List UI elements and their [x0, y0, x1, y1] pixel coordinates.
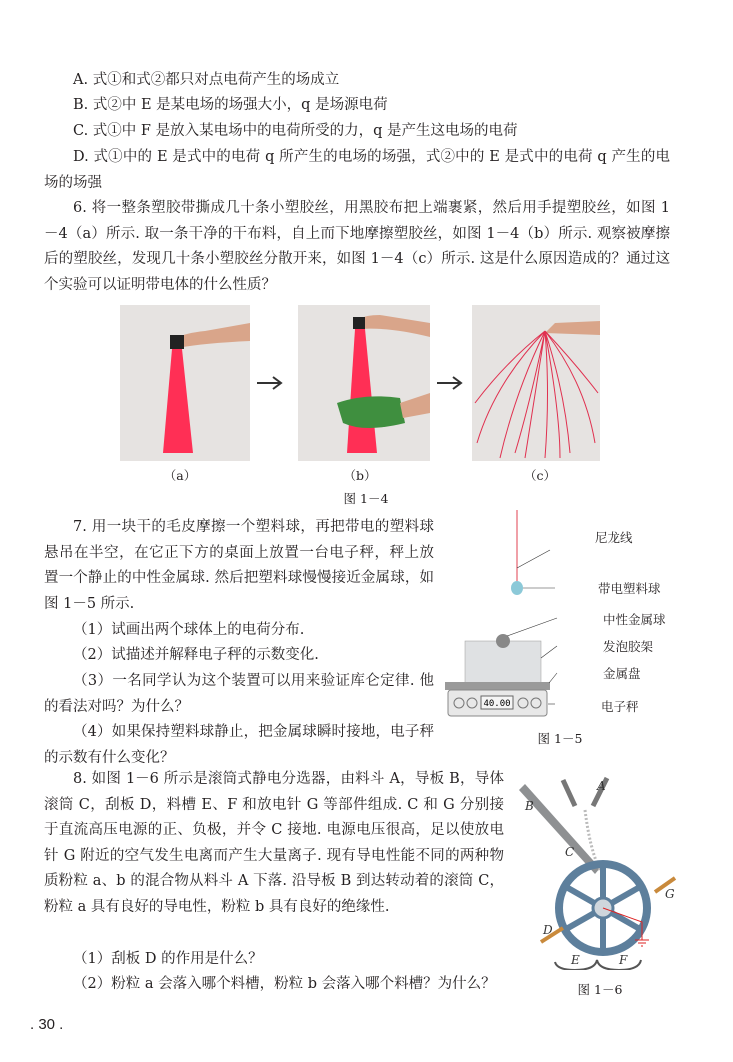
- figure-1-5: [445, 508, 605, 723]
- label-D: D: [543, 923, 553, 937]
- fig-1-5-caption: 图 1－5: [537, 731, 583, 746]
- q7-sub-1: （1）试画出两个球体上的电荷分布.: [73, 622, 305, 638]
- label-foam-stand: 发泡胶架: [603, 639, 654, 654]
- option-b: B. 式②中 E 是某电场的场强大小，q 是场源电荷: [73, 97, 388, 113]
- arrow-icon: [437, 377, 461, 389]
- q8-sub-2: （2）粉粒 a 会落入哪个料槽，粉粒 b 会落入哪个料槽？为什么？: [73, 976, 496, 992]
- q7-sub-2: （2）试描述并解释电子秤的示数变化.: [73, 647, 319, 663]
- question-7: 7. 用一块干的毛皮摩擦一个塑料球，再把带电的塑料球悬吊在半空，在它正下方的桌面上放置一台电子秤，秤上放置一个静止的中性金属球. 然后把塑料球慢慢接近金属球，如图 1－5 所示.: [44, 519, 434, 612]
- fig-1-6-caption: 图 1－6: [577, 982, 623, 997]
- photo-a: [120, 305, 250, 461]
- option-c: C. 式①中 F 是放入某电场中的电荷所受的力，q 是产生这电场的电荷: [73, 123, 518, 139]
- q8-sub-1: （1）刮板 D 的作用是什么？: [73, 951, 263, 967]
- label-F: F: [619, 953, 628, 967]
- option-d: D. 式①中的 E 是式中的电荷 q 所产生的电场的场强，式②中的 E 是式中的电荷 q 产生的电场的场强: [44, 149, 670, 191]
- question-8: 8. 如图 1－6 所示是滚筒式静电分选器，由料斗 A，导板 B，导体滚筒 C，刮板 D，料槽 E、F 和放电针 G 等部件组成. C 和 G 分别接于直流高压电源的正、负极，并令 C 接地. 电源电压很高，足以使放电针 G 附近的空气发生电离而产生大量离子. 现有导电性能不同的两种物质粉粒 a、b 的混合物从料斗 A 下落. 沿导板 B 到达转动着的滚筒 C，粉粒 a 具有良好的导电性，粉粒 b 具有良好的绝缘性.: [44, 771, 504, 915]
- fig-1-4a-label: （a）: [163, 468, 197, 483]
- fig-1-4c-label: （c）: [523, 468, 556, 483]
- label-G: G: [665, 887, 675, 901]
- label-neutral-metal-ball: 中性金属球: [603, 612, 666, 627]
- question-6: 6. 将一整条塑胶带撕成几十条小塑胶丝，用黑胶布把上端裹紧，然后用手提塑胶丝，如图 1－4（a）所示. 取一条干净的干布料，自上而下地摩擦塑胶丝，如图 1－4（b）所示. 观察被摩擦后的塑胶丝，发现几十条小塑胶丝分散开来，如图 1－4（c）所示. 这是什么原因造成的？通过这个实验可以证明带电体的什么性质？: [44, 200, 670, 293]
- scale-display: 40.00: [483, 699, 511, 709]
- fig-1-4b-label: （b）: [343, 468, 377, 483]
- page-number: . 30 .: [30, 1016, 64, 1033]
- label-nylon-thread: 尼龙线: [595, 530, 633, 545]
- fig-1-4-caption: 图 1－4: [343, 491, 389, 506]
- option-a: A. 式①和式②都只对点电荷产生的场成立: [73, 72, 340, 88]
- label-B: B: [525, 799, 534, 813]
- figure-1-4: [115, 303, 605, 463]
- label-A: A: [597, 779, 606, 793]
- photo-b: [298, 305, 430, 461]
- label-electronic-scale: 电子秤: [601, 699, 639, 714]
- label-charged-plastic-ball: 带电塑料球: [598, 581, 661, 596]
- q7-sub-3: （3）一名同学认为这个装置可以用来验证库仑定律. 他的看法对吗？为什么？: [44, 673, 434, 715]
- figure-1-6: [515, 770, 695, 970]
- label-E: E: [571, 953, 580, 967]
- arrow-icon: [257, 377, 281, 389]
- q7-sub-4: （4）如果保持塑料球静止，把金属球瞬时接地，电子秤的示数有什么变化？: [44, 724, 434, 766]
- photo-c: [472, 305, 600, 461]
- label-metal-plate: 金属盘: [603, 666, 641, 681]
- label-C: C: [565, 845, 575, 859]
